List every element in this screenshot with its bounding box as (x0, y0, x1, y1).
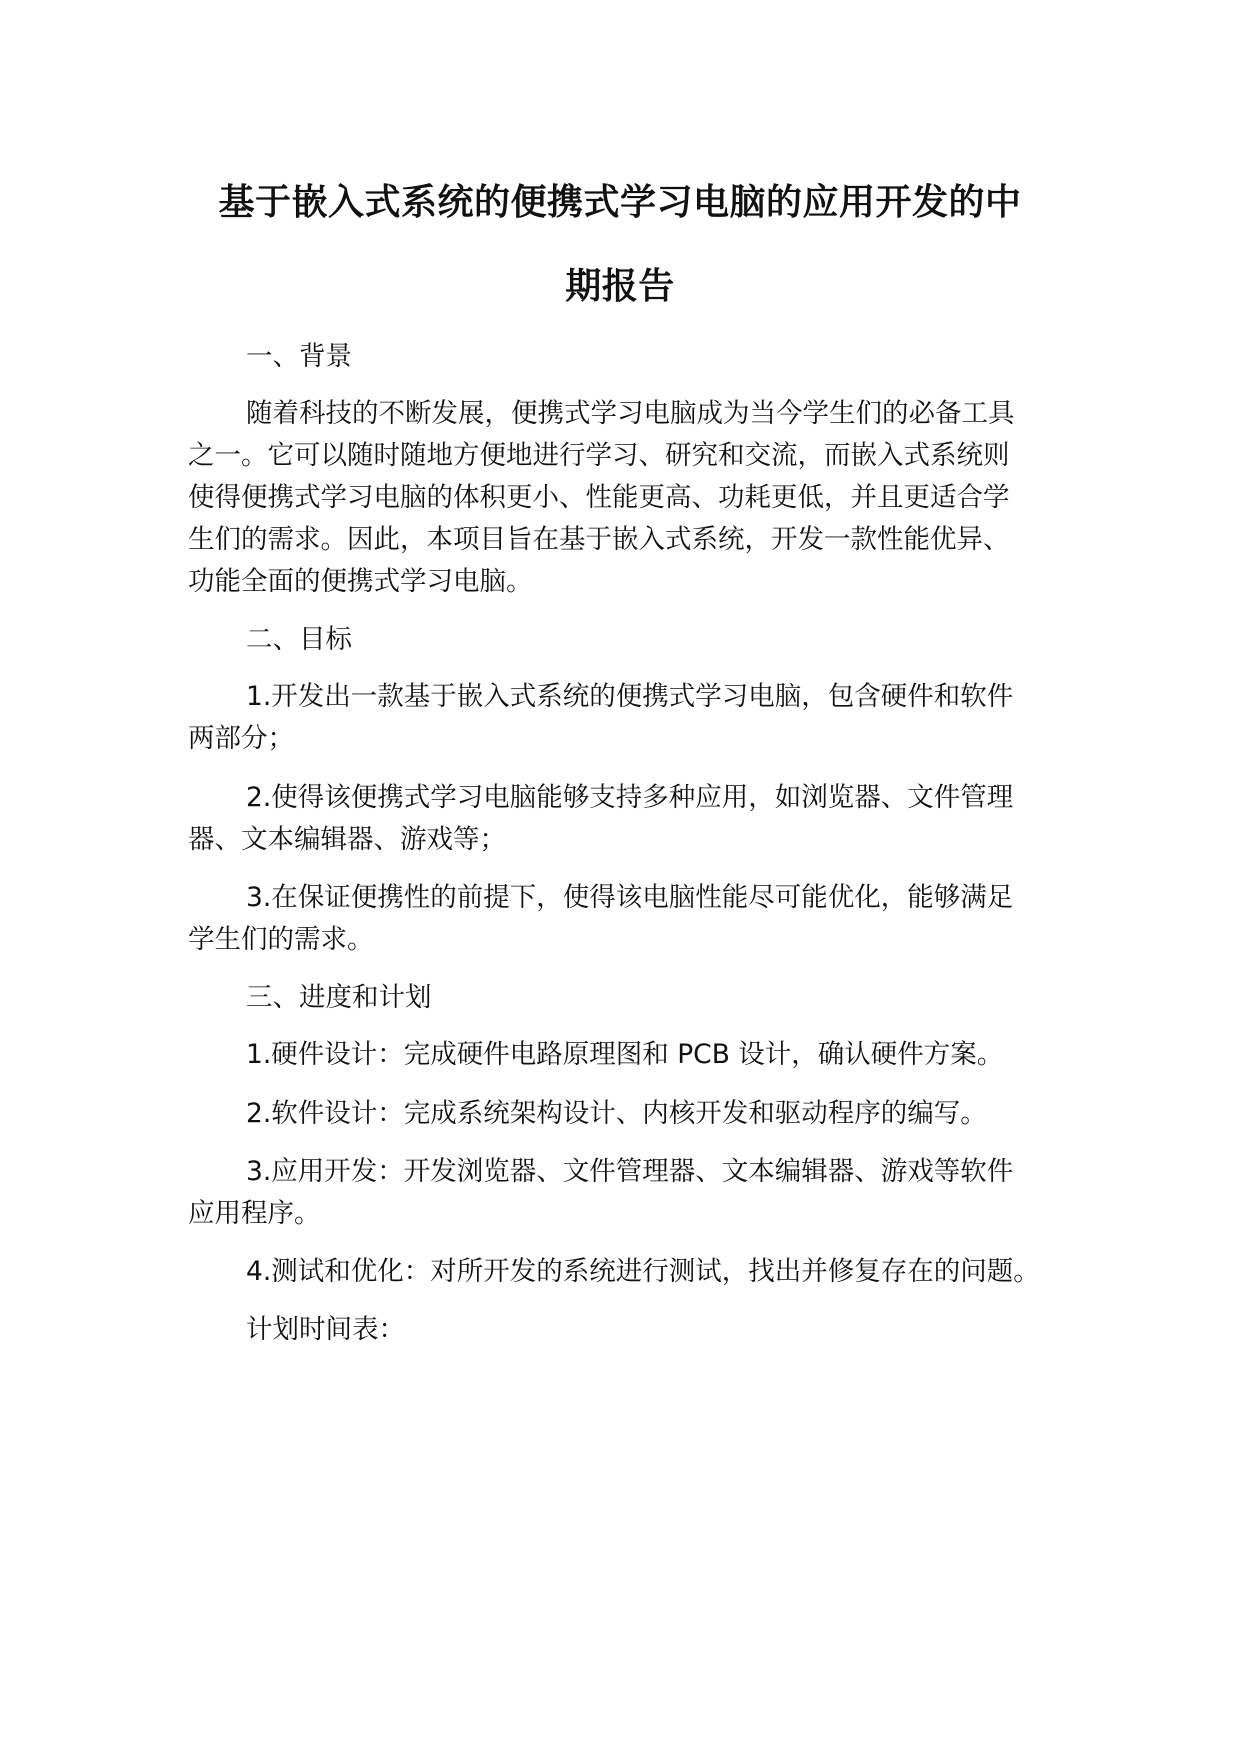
background-paragraph-line-1: 随着科技的不断发展，便携式学习电脑成为当今学生们的必备工具 (246, 398, 1015, 429)
section-heading-goals: 二、目标 (246, 624, 352, 655)
goal-item-3-line-2: 学生们的需求。 (188, 924, 374, 955)
plan-item-3-line-2: 应用程序。 (188, 1198, 321, 1229)
section-heading-progress-plan: 三、进度和计划 (246, 982, 432, 1013)
plan-item-4: 4.测试和优化：对所开发的系统进行测试，找出并修复存在的问题。 (246, 1256, 1040, 1287)
document-title-line-2: 期报告 (565, 266, 675, 307)
background-paragraph-line-4: 生们的需求。因此，本项目旨在基于嵌入式系统，开发一款性能优异、 (188, 524, 1010, 555)
goal-item-1-line-2: 两部分； (188, 723, 294, 754)
plan-item-3-line-1: 3.应用开发：开发浏览器、文件管理器、文本编辑器、游戏等软件 (246, 1156, 1014, 1187)
section-heading-background: 一、背景 (246, 341, 352, 372)
background-paragraph-line-5: 功能全面的便携式学习电脑。 (188, 566, 533, 597)
plan-item-1: 1.硬件设计：完成硬件电路原理图和 PCB 设计，确认硬件方案。 (246, 1039, 1004, 1070)
schedule-label: 计划时间表： (246, 1314, 405, 1345)
goal-item-1-line-1: 1.开发出一款基于嵌入式系统的便携式学习电脑，包含硬件和软件 (246, 681, 1014, 712)
goal-item-2-line-2: 器、文本编辑器、游戏等； (188, 824, 506, 855)
goal-item-2-line-1: 2.使得该便携式学习电脑能够支持多种应用，如浏览器、文件管理 (246, 782, 1014, 813)
background-paragraph-line-3: 使得便携式学习电脑的体积更小、性能更高、功耗更低，并且更适合学 (188, 482, 1010, 513)
document-title-line-1: 基于嵌入式系统的便携式学习电脑的应用开发的中 (218, 182, 1022, 223)
goal-item-3-line-1: 3.在保证便携性的前提下，使得该电脑性能尽可能优化，能够满足 (246, 882, 1014, 913)
plan-item-2: 2.软件设计：完成系统架构设计、内核开发和驱动程序的编写。 (246, 1098, 987, 1129)
background-paragraph-line-2: 之一。它可以随时随地方便地进行学习、研究和交流，而嵌入式系统则 (188, 440, 1010, 471)
